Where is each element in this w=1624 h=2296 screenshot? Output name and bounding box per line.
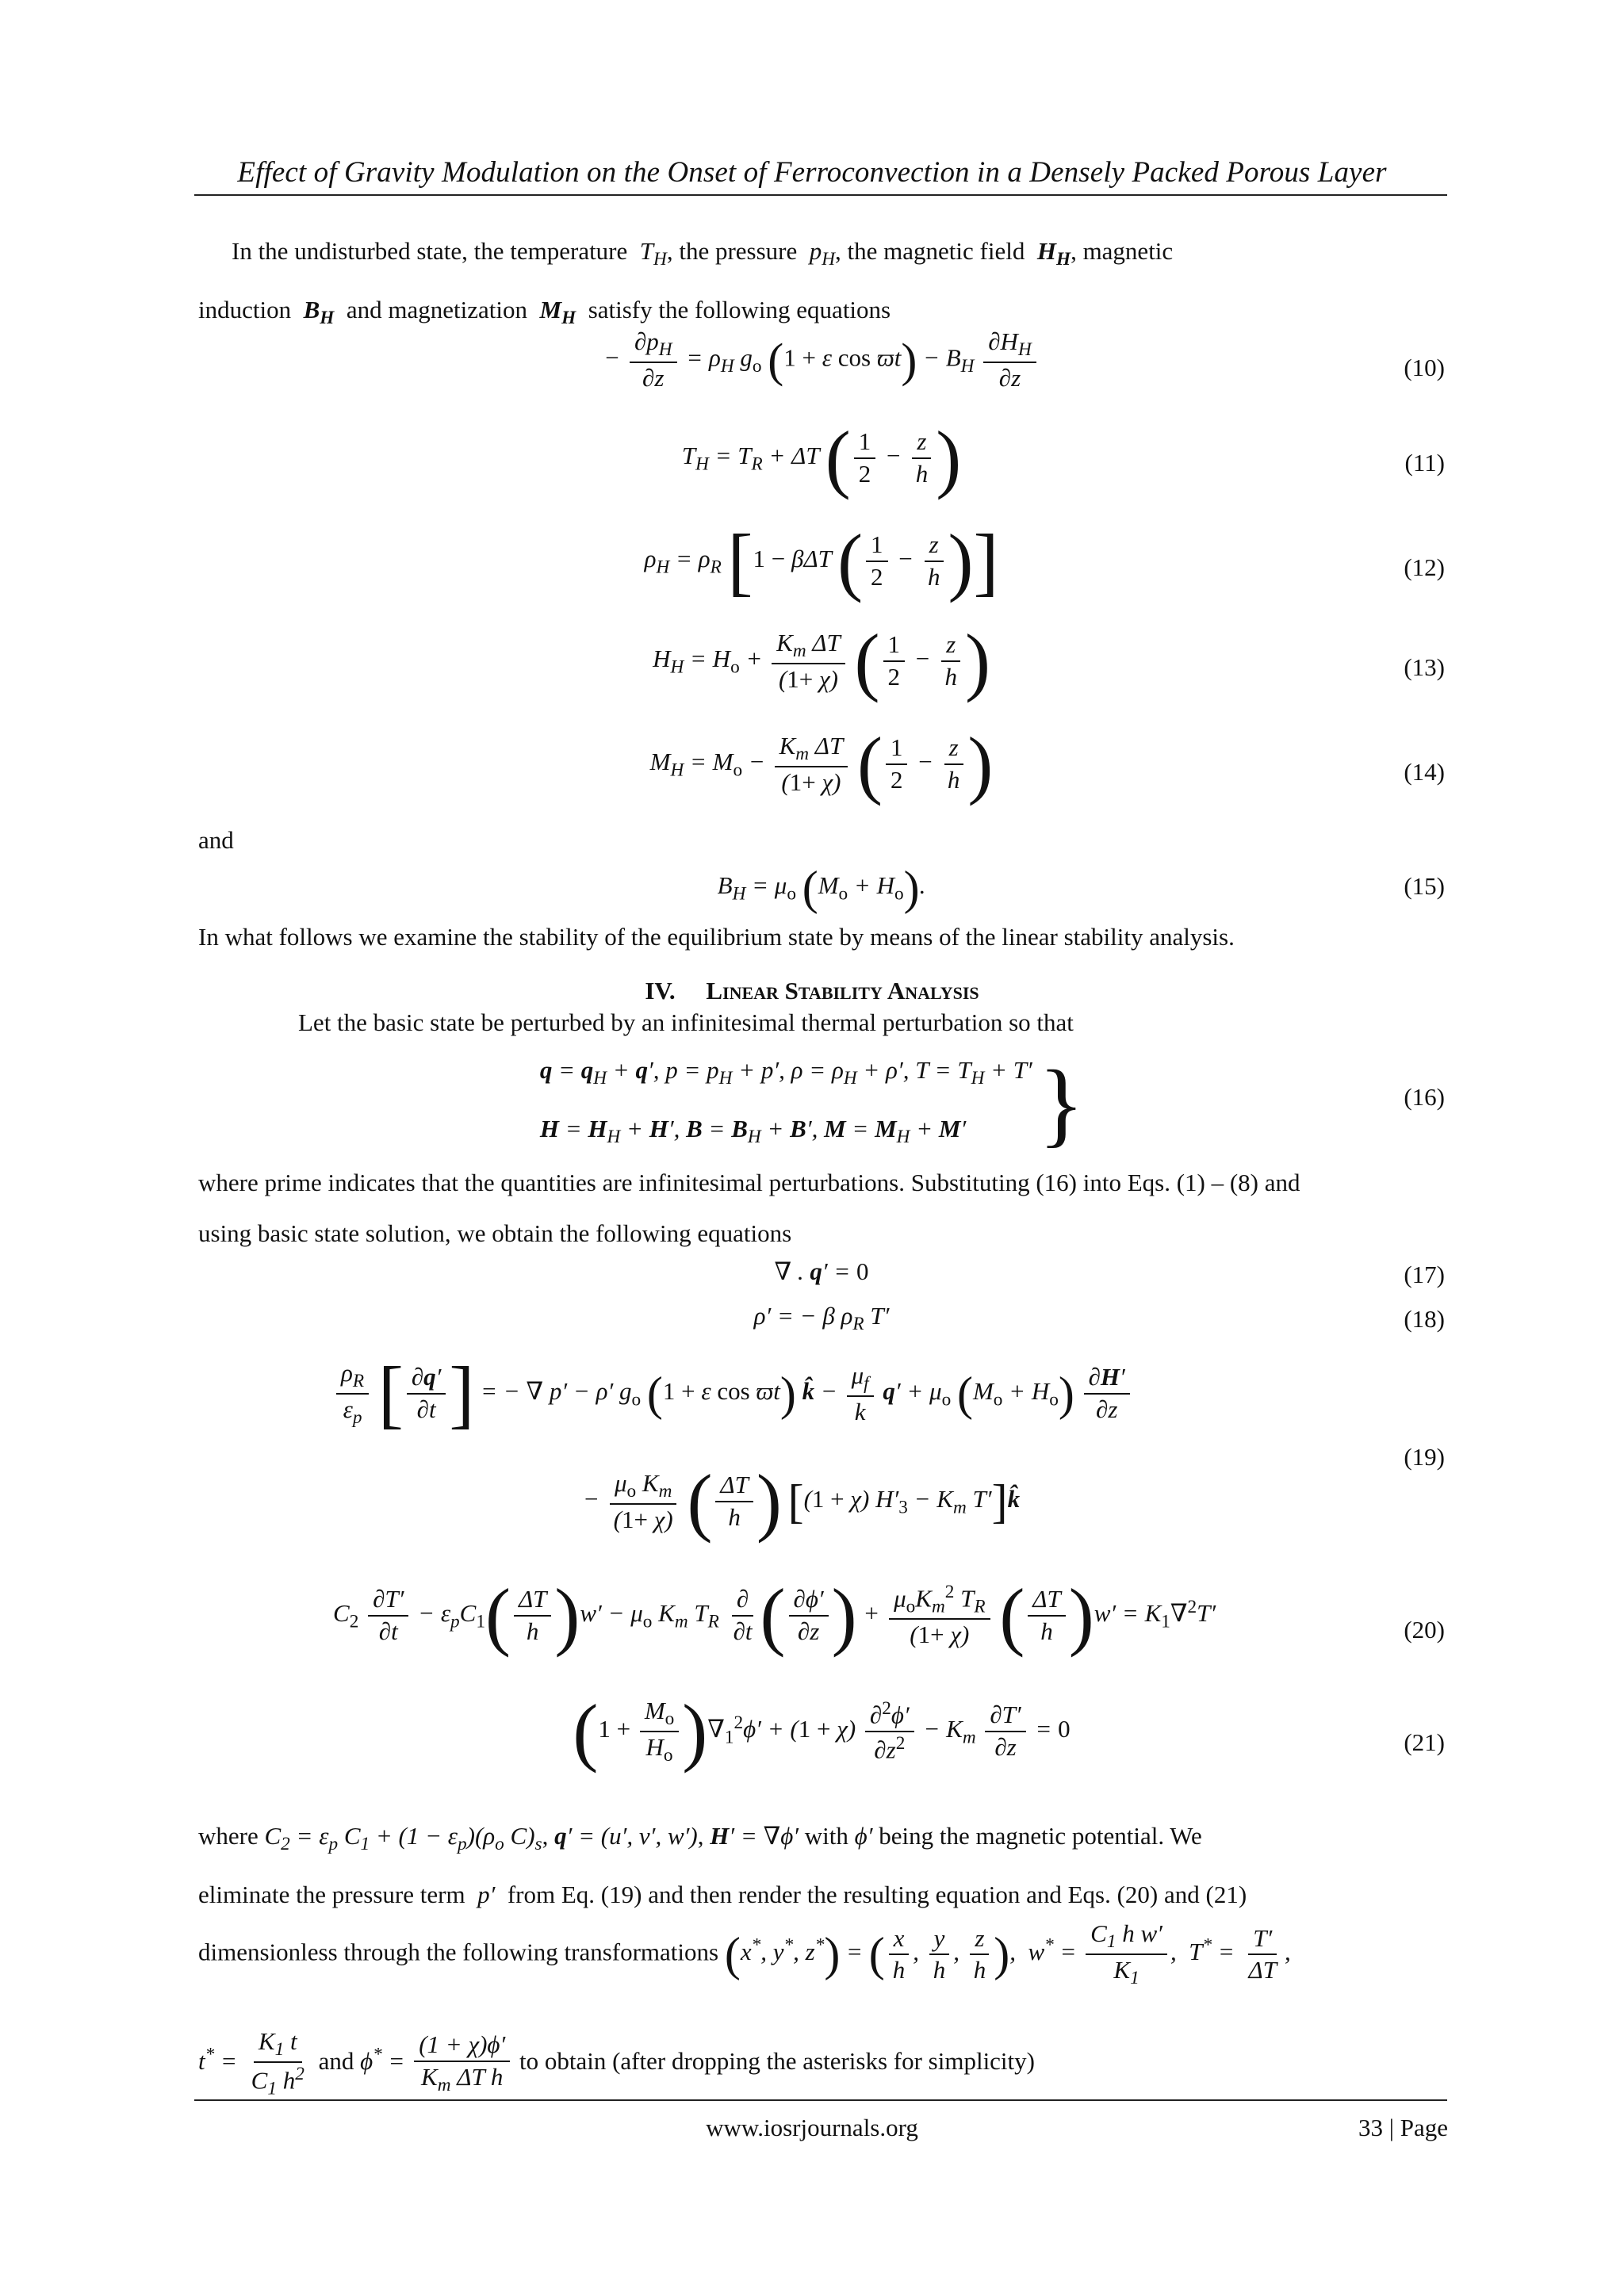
equation-10: − $\frac{\partial p_H}{\partial z}$ = $\rho_H$ $g_o$ (1 + ε $\cos ϖt) - B_H$ $\frac{\partial H_H}{\partial z}$ <box>198 327 1445 394</box>
equation-number-10: (10) <box>1404 354 1445 381</box>
equation-number-21: (21) <box>1404 1728 1445 1756</box>
where-text-1: where <box>198 1822 259 1850</box>
and-word: and <box>198 826 234 854</box>
equation-16: $q = q_H + q'$, $p = p_H + p'$, $\rho = \rho_H + \rho'$, $T = T_H + T'$ $H = H_H + H'$, $B = B_H + B'$, $M = M_H + M'$ } <box>539 1050 1085 1157</box>
running-title: Effect of Gravity Modulation on the Onset of Ferroconvection in a Densely Packed Porous Layer <box>237 156 1387 189</box>
equation-18: ρ′ = − β $\rho_R$ T′ <box>753 1302 890 1335</box>
obtain-text: to obtain (after dropping the asterisks for simplicity) <box>519 2047 1035 2076</box>
prime-line-1: where prime indicates that the quantities are infinitesimal perturbations. Substituting (16) into Eqs. (1) – (8) and <box>198 1169 1300 1196</box>
final-line: t* = $\frac{K_1 t}{C_1 h^2}$ and ϕ* = $\frac{(1 + \chi)\phi'}{K_m \Delta T h}$ to obtain (after dropping the asterisks for simplicity) <box>198 2027 1035 2099</box>
intro-text-2: , the pressure <box>666 237 798 265</box>
intro-text-4: , magnetic <box>1071 237 1174 265</box>
equation-number-11: (11) <box>1404 449 1445 476</box>
footer-rule <box>194 2099 1447 2101</box>
section-title: Linear Stability Analysis <box>706 977 979 1004</box>
equation-number-13: (13) <box>1404 653 1445 681</box>
intro-text-3: , the magnetic field <box>835 237 1025 265</box>
where-paragraph: where $C_2 = \varepsilon_p$ $C_1 + (1 - \varepsilon_p)(\rho_o$ $C)_s$, q′ = (u′, v′, w′), H′ = ∇ϕ′ with ϕ′ being the magnetic potential. We eliminate the pressure term p′ from Eq. (19) and then render the resulting equation and Eqs. (20) and (21) <box>198 1822 1247 1909</box>
elim-text-1: eliminate the pressure term <box>198 1881 465 1909</box>
equation-11: $T_H = T_R + \Delta T$ ( $\frac{1}{2}$ − $\frac{z}{h}$ ) <box>681 415 962 500</box>
where-text-2: with <box>804 1822 848 1850</box>
equation-number-17: (17) <box>1404 1261 1445 1288</box>
intro-text-7: satisfy the following equations <box>588 296 891 324</box>
equation-19-line-1: $\frac{\rho_R}{\varepsilon_p}$ [ $\frac{\partial q'}{\partial t}$ ] = − ∇ p′ − ρ′ $g_o$ (1 + ε cos ϖt) k̂ − $\frac{\mu_f}{k}$ $q' + \mu_o$ $(M_o + H_o)$ $\frac{\partial H'}{\partial z}$ <box>333 1356 1285 1432</box>
intro-text-6: and magnetization <box>346 296 528 324</box>
equation-number-18: (18) <box>1404 1305 1445 1333</box>
equation-number-15: (15) <box>1404 872 1445 900</box>
equation-number-19: (19) <box>1404 1443 1445 1471</box>
equation-number-14: (14) <box>1404 758 1445 786</box>
footer-url: www.iosrjournals.org <box>706 2114 918 2141</box>
equation-13: $H_H = H_o$ + $\frac{K_m \Delta T}{(1+ \chi)}$ ( $\frac{1}{2}$ − $\frac{z}{h}$ ) <box>653 618 990 703</box>
header-rule <box>194 194 1447 196</box>
prime-line-2: using basic state solution, we obtain the following equations <box>198 1219 792 1247</box>
follows-paragraph: In what follows we examine the stability of the equilibrium state by means of the linear stability analysis. <box>198 923 1235 951</box>
equation-21: (1 + $\frac{M_o}{H_o}$ )$\nabla_1^2\phi' + (1 + \chi)$ $\frac{\partial^2\phi'}{\partial z^2}$ − $K_m$ $\frac{\partial T'}{\partial z}$ = 0 <box>573 1689 1071 1774</box>
equation-19-line-2: − $\frac{\mu_o K_m}{(1+ \chi)}$ ( $\frac{\Delta T}{h}$ ) [(1 + χ) $H'_3 - K_m$ T′]k̂ <box>583 1459 1021 1544</box>
footer-page-number: 33 | Page <box>1358 2114 1448 2141</box>
intro-paragraph: In the undisturbed state, the temperature $T_H$, the pressure $p_H$, the magnetic field $H_H$, magnetic induction $B_H$ and magnetization $M_H$ satisfy the following equations <box>198 237 1174 329</box>
equation-12: $\rho_H = \rho_R$ [1 − βΔT ( $\frac{1}{2}$ − $\frac{z}{h}$ )] <box>644 519 999 603</box>
equation-17: ∇ . q′ = 0 <box>774 1257 869 1285</box>
equation-14: $M_H = M_o$ − $\frac{K_m \Delta T}{(1+ \chi)}$ ( $\frac{1}{2}$ − $\frac{z}{h}$ ) <box>649 721 994 806</box>
equation-15: $B_H = \mu_o$ $(M_o + H_o)$. <box>717 862 926 914</box>
equation-number-20: (20) <box>1404 1616 1445 1644</box>
dimless-text: dimensionless through the following transformations <box>198 1938 719 1966</box>
prime-paragraph <box>198 1158 1445 1259</box>
equation-number-12: (12) <box>1404 553 1445 581</box>
section-number: IV. <box>645 977 676 1004</box>
equation-20: $C_2$ $\frac{\partial T'}{\partial t}$ − $\varepsilon_pC_1$( $\frac{\Delta T}{h}$ )$w' - \mu_o$ $K_m$ $T_R$ $\frac{\partial}{\partial t}$ ( $\frac{\partial\phi'}{\partial z}$ ) + $\frac{\mu_oK_m^2 T_R}{(1+ \chi)}$ ( $\frac{\Delta T}{h}$ )$w' = K_1\nabla^2T'$ <box>333 1573 1216 1658</box>
elim-text-2: from Eq. (19) and then render the resulting equation and Eqs. (20) and (21) <box>507 1881 1247 1909</box>
transformations-line: dimensionless through the following transformations (x*, y*, z*) = ( $\frac{x}{h}$ , $\frac{y}{h}$ , $\frac{z}{h}$ ), w* = $\frac{C_1 h w'}{K_1}$ , T* = $\frac{T'}{\Delta T}$ , <box>198 1919 1291 1989</box>
equation-number-16: (16) <box>1404 1083 1445 1111</box>
section-heading <box>0 977 1624 1005</box>
where-text-3: being the magnetic potential. We <box>879 1822 1202 1850</box>
and-word-2: and <box>318 2047 354 2076</box>
intro-text-5: induction <box>198 296 292 324</box>
perturb-sentence: Let the basic state be perturbed by an infinitesimal thermal perturbation so that <box>298 1008 1074 1036</box>
intro-text-1: In the undisturbed state, the temperature <box>232 237 628 265</box>
